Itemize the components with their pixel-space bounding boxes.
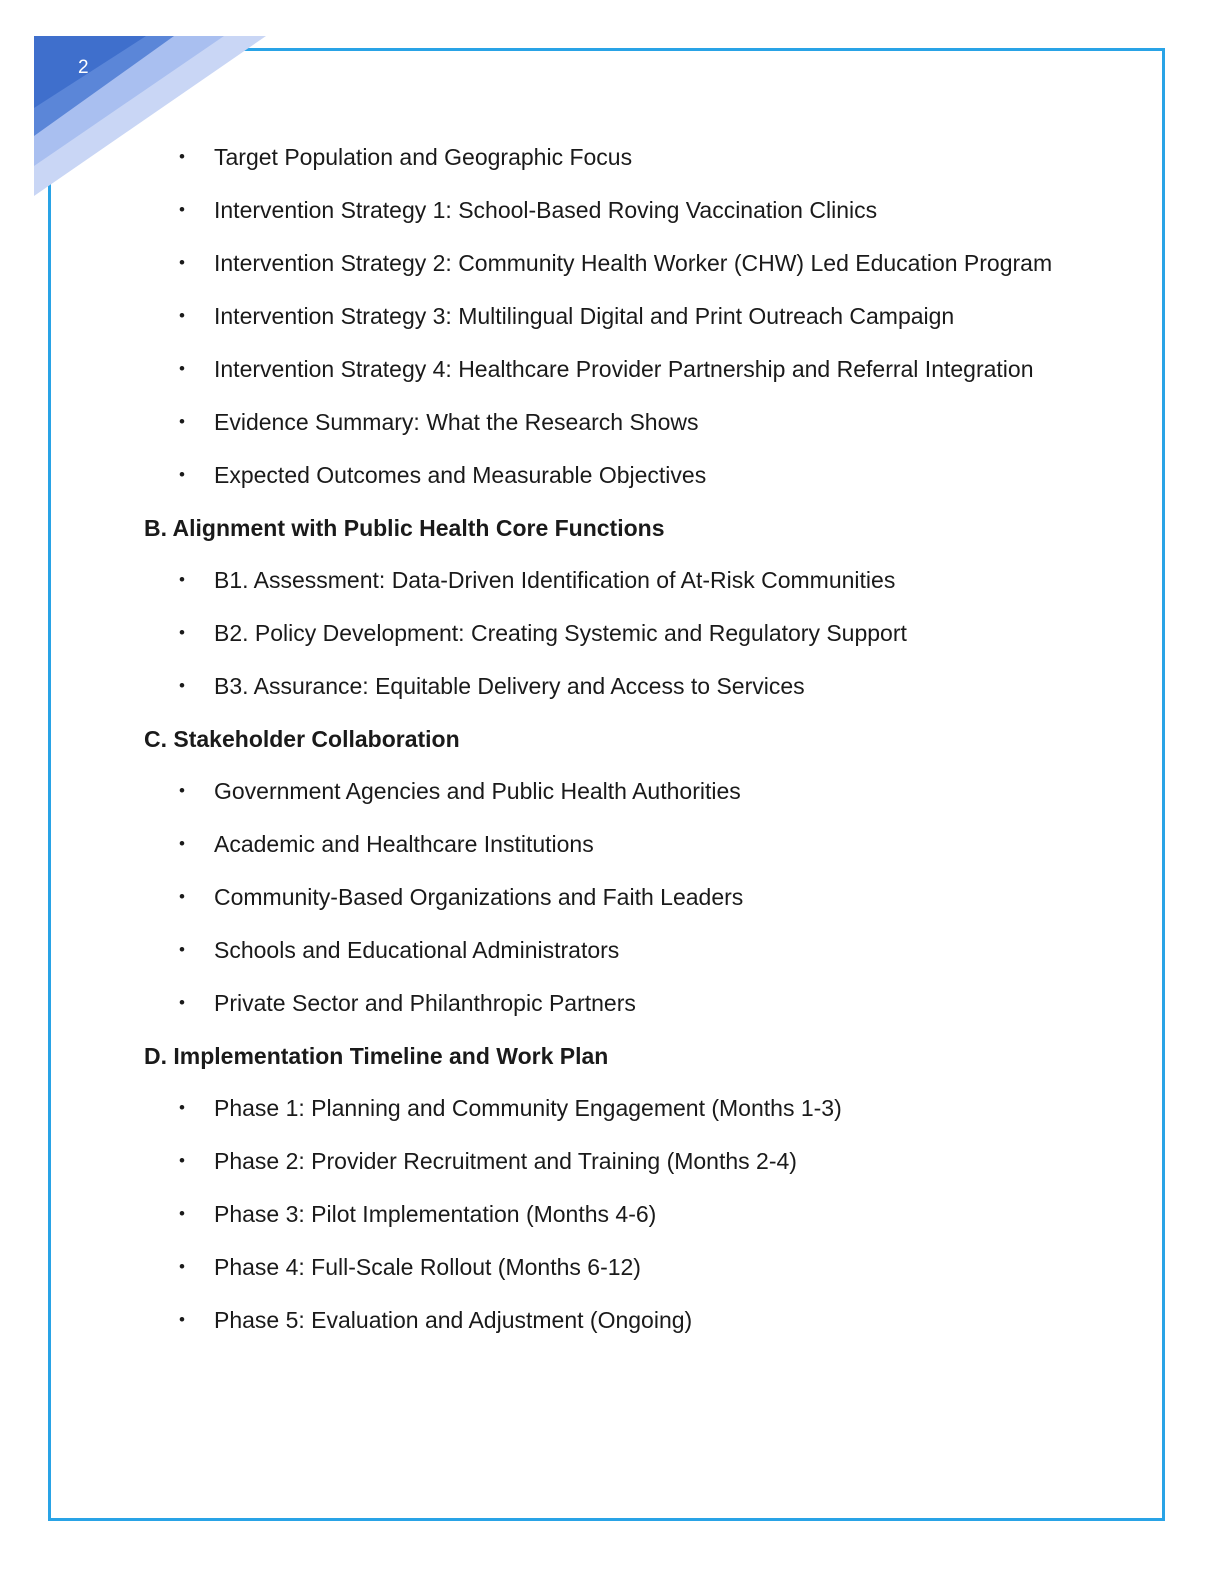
bullet-icon: •	[179, 993, 185, 1012]
list-item-text: Intervention Strategy 4: Healthcare Provider Partnership and Referral Integration	[214, 356, 1034, 382]
bullet-icon: •	[179, 200, 185, 219]
bullet-list	[144, 1090, 1084, 1338]
list-item	[144, 192, 1084, 228]
list-item	[144, 351, 1084, 387]
bullet-icon: •	[179, 940, 185, 959]
bullet-list	[144, 562, 1084, 704]
list-item	[144, 245, 1084, 281]
list-item	[144, 826, 1084, 862]
list-item	[144, 932, 1084, 968]
bullet-icon: •	[179, 781, 185, 800]
bullet-icon: •	[179, 570, 185, 589]
bullet-icon: •	[179, 1151, 185, 1170]
list-item-text: Evidence Summary: What the Research Shows	[214, 409, 699, 435]
list-item	[144, 1090, 1084, 1126]
list-item-text: Phase 1: Planning and Community Engagement (Months 1-3)	[214, 1095, 842, 1121]
bullet-icon: •	[179, 147, 185, 166]
list-item	[144, 879, 1084, 915]
list-item-text: Academic and Healthcare Institutions	[214, 831, 594, 857]
bullet-icon: •	[179, 465, 185, 484]
bullet-list	[144, 773, 1084, 1021]
bullet-icon: •	[179, 1257, 185, 1276]
list-item-text: Intervention Strategy 3: Multilingual Digital and Print Outreach Campaign	[214, 303, 955, 329]
list-item	[144, 457, 1084, 493]
list-item	[144, 668, 1084, 704]
bullet-icon: •	[179, 887, 185, 906]
section-heading-c: C. Stakeholder Collaboration	[144, 726, 460, 752]
list-item-text: Expected Outcomes and Measurable Objectives	[214, 462, 707, 488]
list-item-text: B3. Assurance: Equitable Delivery and Access to Services	[214, 673, 805, 699]
list-item-text: Phase 2: Provider Recruitment and Training (Months 2-4)	[214, 1148, 797, 1174]
list-item	[144, 985, 1084, 1021]
list-item-text: Phase 4: Full-Scale Rollout (Months 6-12)	[214, 1254, 641, 1280]
bullet-icon: •	[179, 1310, 185, 1329]
list-item-text: Phase 3: Pilot Implementation (Months 4-6)	[214, 1201, 657, 1227]
list-item-text: Phase 5: Evaluation and Adjustment (Ongoing)	[214, 1307, 693, 1333]
list-item-text: Intervention Strategy 1: School-Based Roving Vaccination Clinics	[214, 197, 878, 223]
document-body	[144, 139, 1084, 1355]
bullet-list	[144, 139, 1084, 493]
list-item	[144, 298, 1084, 334]
section-heading-b: B. Alignment with Public Health Core Functions	[144, 515, 665, 541]
list-item	[144, 139, 1084, 175]
list-item-text: Intervention Strategy 2: Community Health Worker (CHW) Led Education Program	[214, 250, 1053, 276]
list-item	[144, 773, 1084, 809]
list-item-text: Private Sector and Philanthropic Partners	[214, 990, 636, 1016]
list-item	[144, 404, 1084, 440]
bullet-icon: •	[179, 676, 185, 695]
bullet-icon: •	[179, 1098, 185, 1117]
list-item-text: Target Population and Geographic Focus	[214, 144, 633, 170]
list-item-text: B1. Assessment: Data-Driven Identification of At-Risk Communities	[214, 567, 896, 593]
bullet-icon: •	[179, 412, 185, 431]
bullet-icon: •	[179, 1204, 185, 1223]
list-item-text: B2. Policy Development: Creating Systemic and Regulatory Support	[214, 620, 907, 646]
list-item	[144, 562, 1084, 598]
list-item-text: Government Agencies and Public Health Authorities	[214, 778, 741, 804]
bullet-icon: •	[179, 306, 185, 325]
list-item-text: Schools and Educational Administrators	[214, 937, 620, 963]
bullet-icon: •	[179, 253, 185, 272]
list-item-text: Community-Based Organizations and Faith Leaders	[214, 884, 744, 910]
list-item	[144, 1196, 1084, 1232]
section-heading-d: D. Implementation Timeline and Work Plan	[144, 1043, 609, 1069]
list-item	[144, 1249, 1084, 1285]
list-item	[144, 1143, 1084, 1179]
bullet-icon: •	[179, 623, 185, 642]
list-item	[144, 615, 1084, 651]
list-item	[144, 1302, 1084, 1338]
page-number: 2	[78, 57, 89, 78]
bullet-icon: •	[179, 359, 185, 378]
bullet-icon: •	[179, 834, 185, 853]
